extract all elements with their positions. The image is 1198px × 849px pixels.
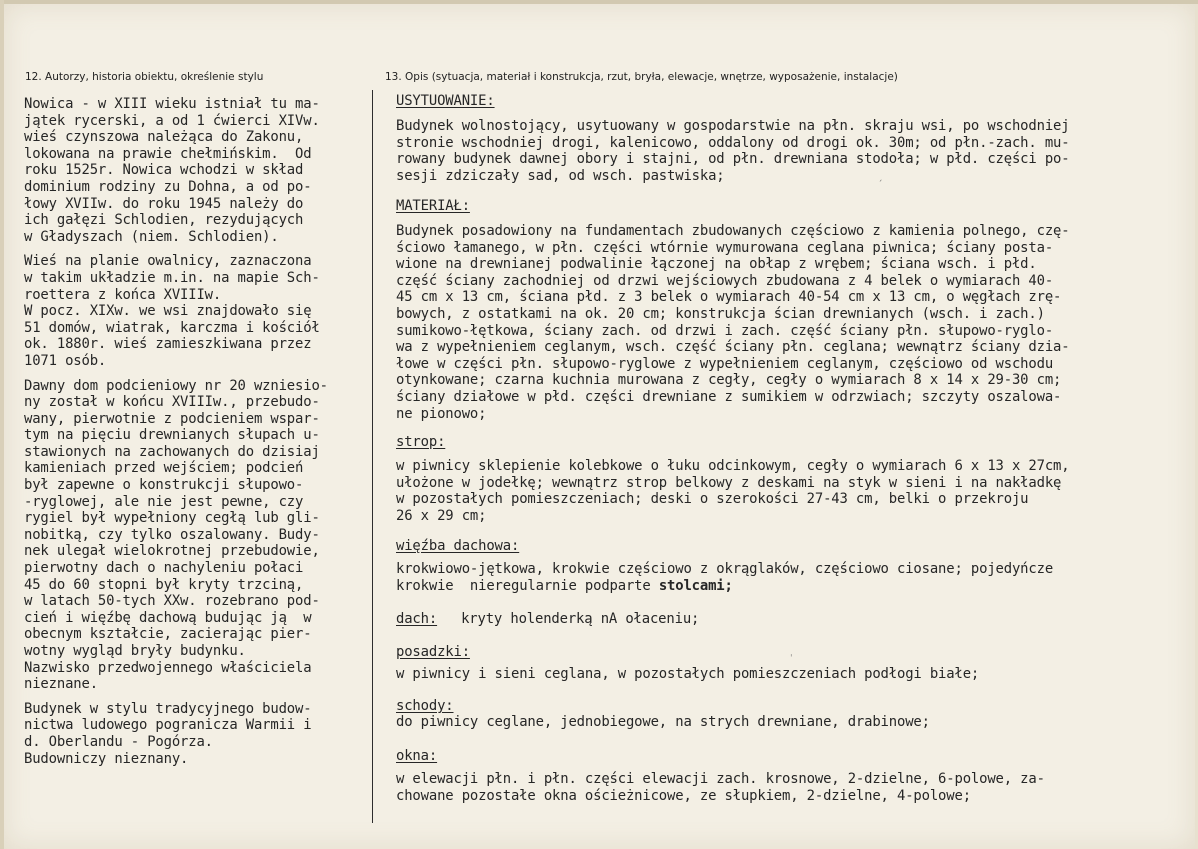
- material-line: ne pionowo;: [396, 405, 487, 422]
- material-text: [396, 223, 1196, 422]
- wiezba-stolcami: stolcami;: [658, 577, 733, 594]
- material-line: ściowo łamanego, w płn. części wtórnie wymurowana ceglana piwnica; ściany posta-: [396, 239, 1054, 256]
- usytuowanie-line: Budynek wolnostojący, usytuowany w gospodarstwie na płn. skraju wsi, po wschodniej: [396, 118, 1070, 134]
- material-line: ściany działowe w płd. części drewniane z sumikiem w odrzwiach; szczyty oszalowa-: [396, 388, 1062, 405]
- material-line: bowych, z ostatkami na ok. 20 cm; konstrukcja ścian drewnianych (wsch. i zach.): [396, 305, 1045, 322]
- history-line: był zapewne o konstrukcji słupowo-: [24, 477, 304, 494]
- history-line: obecnym kształcie, zacierając pier-: [24, 626, 312, 643]
- history-line: nek ulegał wielokrotnej przebudowie,: [24, 543, 320, 560]
- history-line: Wieś na planie owalnicy, zaznaczona: [24, 253, 312, 270]
- material-line: otynkowane; czarna kuchnia murowana z cegły, cegły o wymiarach 8 x 14 x 29-30 cm;: [396, 372, 1062, 389]
- history-line: nobitką, czy tylko oszalowany. Budy-: [24, 526, 320, 543]
- strop-text: [396, 458, 1196, 524]
- history-line: lokowana na prawie chełmińskim. Od: [24, 145, 312, 162]
- section-12-header: 12. Autorzy, historia obiektu, określenie stylu: [25, 71, 264, 83]
- history-line: ok. 1880r. wieś zamieszkiwana przez: [24, 336, 312, 353]
- history-line: ny został w końcu XVIIIw., przebudo-: [24, 394, 320, 411]
- column-divider: [372, 90, 373, 823]
- wiezba-heading: więźba dachowa:: [396, 538, 520, 554]
- history-line: nictwa ludowego pogranicza Warmii i: [24, 717, 312, 734]
- history-line: cień i więźbę dachową budując ją w: [24, 609, 312, 626]
- usytuowanie-text: [396, 118, 1196, 184]
- history-line: wieś czynszowa należąca do Zakonu,: [24, 129, 304, 146]
- history-line: Budowniczy nieznany.: [24, 750, 189, 767]
- history-paragraph-4: [24, 701, 370, 767]
- history-line: Nazwisko przedwojennego właściciela: [24, 659, 312, 676]
- history-paragraph-2: [24, 253, 370, 369]
- history-line: wotny wygląd bryły budynku.: [24, 643, 246, 659]
- dach-heading: dach:: [396, 611, 438, 627]
- schody-heading: schody:: [396, 698, 454, 714]
- history-line: ich gałęzi Schlodien, rezydujących: [24, 212, 304, 229]
- material-line: część ściany zachodniej od drzwi wejściowych zbudowana z 4 belek o wymiarach 40-: [396, 272, 1054, 289]
- strop-line: w pozostałych pomieszczeniach; deski o szerokości 27-43 cm, belki o przekroju: [396, 491, 1029, 508]
- history-line: Dawny dom podcieniowy nr 20 wzniesio-: [24, 377, 328, 394]
- history-line: tym na pięciu drewnianych słupach u-: [24, 427, 320, 444]
- material-line: 45 cm x 13 cm, ściana płd. z 3 belek o wymiarach 40-54 cm x 13 cm, o węgłach zrę-: [396, 289, 1062, 306]
- material-line: sumikowo-łętkowa, ściany zach. od drzwi i zach. część ściany płn. słupowo-ryglo-: [396, 322, 1054, 339]
- history-line: W pocz. XIXw. we wsi znajdowało się: [24, 303, 312, 320]
- history-line: wany, pierwotnie z podcieniem wspar-: [24, 410, 320, 427]
- paper-edge-top: [0, 0, 1198, 4]
- history-line: roku 1525r. Nowica wchodzi w skład: [24, 162, 304, 179]
- history-line: 45 do 60 stopni był kryty trzciną,: [24, 576, 304, 593]
- material-line: wa z wypełnieniem ceglanym, wsch. część ściany płn. ceglana; wewnątrz ściany dzia-: [396, 339, 1070, 356]
- history-line: 51 domów, wiatrak, karczma i kościół: [24, 319, 320, 336]
- material-heading: MATERIAŁ:: [396, 198, 470, 214]
- history-line: w latach 50-tych XXw. rozebrano pod-: [24, 593, 320, 610]
- pencil-mark: ˈ: [790, 654, 793, 664]
- usytuowanie-line: sesji zdziczały sad, od wsch. pastwiska;: [396, 167, 725, 184]
- history-line: nieznane.: [24, 676, 98, 693]
- history-line: -ryglowej, ale nie jest pewne, czy: [24, 493, 304, 510]
- history-line: d. Oberlandu - Pogórza.: [24, 733, 213, 750]
- history-paragraph-1: [24, 96, 370, 245]
- okna-line: w elewacji płn. i płn. części elewacji zach. krosnowe, 2-dzielne, 6-polowe, za-: [396, 771, 1045, 787]
- okna-text: [396, 771, 1196, 804]
- posadzki-text: w piwnicy i sieni ceglana, w pozostałych pomieszczeniach podłogi białe;: [396, 666, 980, 682]
- wiezba-line: krokwiowo-jętkowa, krokwie częściowo z okrąglaków, częściowo ciosane; pojedyńcze: [396, 561, 1054, 577]
- dach-row: [396, 611, 1196, 628]
- history-line: w Gładyszach (niem. Schlodien).: [24, 228, 279, 245]
- strop-line: ułożone w jodełkę; wewnątrz strop belkowy z deskami na styk w sieni i na nakładkę: [396, 474, 1062, 491]
- strop-line: 26 x 29 cm;: [396, 507, 487, 524]
- usytuowanie-heading: USYTUOWANIE:: [396, 93, 495, 109]
- strop-heading: strop:: [396, 434, 446, 450]
- history-line: stawionych na zachowanych do dzisiaj: [24, 443, 320, 460]
- posadzki-heading: posadzki:: [396, 644, 470, 660]
- history-line: w takim układzie m.in. na mapie Sch-: [24, 269, 320, 286]
- usytuowanie-line: rowany budynek dawnej obory i stajni, od płn. drewniana stodoła; w płd. części po-: [396, 151, 1070, 168]
- okna-line: chowane pozostałe okna ościeżnicowe, ze słupkiem, 2-dzielne, 4-polowe;: [396, 787, 971, 804]
- schody-text: do piwnicy ceglane, jednobiegowe, na strych drewniane, drabinowe;: [396, 714, 930, 730]
- history-line: Nowica - w XIII wieku istniał tu ma-: [24, 96, 320, 112]
- history-line: łowy XVIIw. do roku 1945 należy do: [24, 195, 304, 212]
- history-line: roettera z końca XVIIIw.: [24, 286, 222, 303]
- pencil-mark: ˊ: [878, 180, 883, 190]
- history-column: [24, 96, 370, 775]
- material-line: łowe w części płn. słupowo-ryglowe z wypełnieniem ceglanym, częściowo od wschodu: [396, 355, 1054, 372]
- history-line: pierwotny dach o nachyleniu połaci: [24, 560, 304, 577]
- history-line: rygiel był wypełniony cegłą lub gli-: [24, 510, 320, 527]
- wiezba-text: [396, 561, 1196, 594]
- history-line: 1071 osób.: [24, 352, 107, 369]
- material-line: wione na drewnianej podwalinie łączonej na obłap z wrębem; ściana wsch. i płd.: [396, 256, 1037, 273]
- wiezba-line: [396, 578, 1196, 595]
- section-13-header: 13. Opis (sytuacja, materiał i konstrukcja, rzut, bryła, elewacje, wnętrze, wyposażenie, instalacje): [385, 71, 898, 83]
- dach-text: kryty holenderką nA ołaceniu;: [461, 611, 700, 627]
- usytuowanie-line: stronie wschodniej drogi, kalenicowo, oddalony od drogi ok. 30m; od płn.-zach. mu-: [396, 134, 1070, 151]
- strop-line: w piwnicy sklepienie kolebkowe o łuku odcinkowym, cegły o wymiarach 6 x 13 x 27cm,: [396, 458, 1070, 474]
- material-line: Budynek posadowiony na fundamentach zbudowanych częściowo z kamienia polnego, czę-: [396, 223, 1070, 239]
- paper-edge-left: [0, 0, 4, 849]
- wiezba-line-text: krokwie nieregularnie podparte: [396, 577, 659, 594]
- history-line: dominium rodziny zu Dohna, a od po-: [24, 178, 312, 195]
- history-paragraph-3: [24, 378, 370, 693]
- history-line: kamieniach przed wejściem; podcień: [24, 460, 304, 477]
- history-line: Budynek w stylu tradycyjnego budow-: [24, 700, 312, 717]
- history-line: jątek rycerski, a od 1 ćwierci XIVw.: [24, 112, 320, 129]
- okna-heading: okna:: [396, 748, 438, 764]
